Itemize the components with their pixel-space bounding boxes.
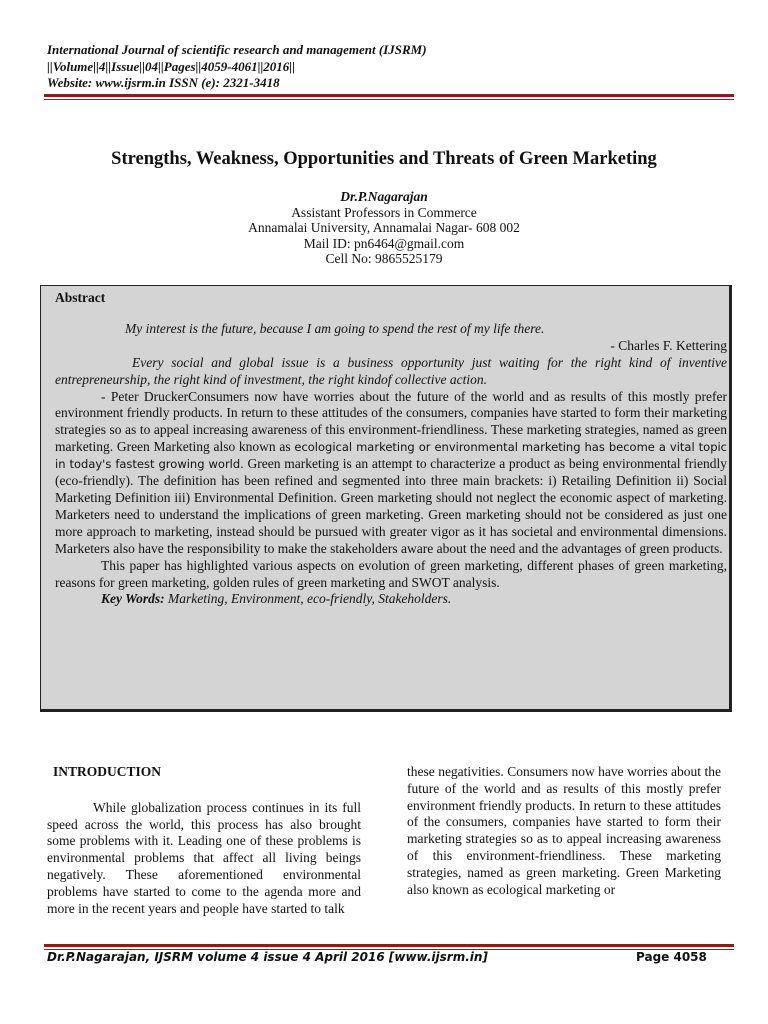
abstract-box xyxy=(40,285,732,712)
author-cell: Cell No: 9865525179 xyxy=(325,251,443,266)
quote-kettering-author: - Charles F. Kettering xyxy=(610,337,727,353)
abstract-text: of this environment-friendliness. These marketing strategies, named as green marketing. Green Marketing also known as xyxy=(55,422,728,455)
paper-title: Strengths, Weakness, Opportunities and Threats of Green Marketing xyxy=(111,149,657,169)
keywords: Marketing, Environment, eco-friendly, Stakeholders. xyxy=(164,591,452,607)
intro-text: these negativities. Consumers now have worries about the future of the world and as results of this mostly prefer environment friendly products. In return to these attitudes of the consumers, companies have started to form their marketing strategies so as to appeal increasing xyxy=(407,764,721,847)
intro-right-column xyxy=(407,764,721,898)
keywords-label: Key Words: xyxy=(101,591,165,607)
header-rule-thick xyxy=(44,94,734,97)
quote-drucker-author: - Peter Drucker xyxy=(101,388,189,404)
abstract-paragraph-1 xyxy=(55,389,727,558)
footer-rule-thick xyxy=(44,944,734,947)
abstract-text: awareness xyxy=(251,422,308,438)
author-block xyxy=(0,189,768,267)
author-institution: Annamalai University, Annamalai Nagar- 608 002 xyxy=(248,220,520,235)
author-mail: Mail ID: pn6464@gmail.com xyxy=(303,235,465,251)
footer-citation: Dr.P.Nagarajan, IJSRM volume 4 issue 4 April 2016 [www.ijsrm.in] xyxy=(47,950,488,964)
abstract-paragraph-2: This paper has highlighted various aspects on evolution of green marketing, different phases of green marketing, reasons for green marketing, golden rules of green marketing and SWOT analysis. xyxy=(55,557,727,590)
intro-left-column xyxy=(47,764,361,917)
intro-text: of this environment-friendliness. These marketing strategies, named as green marketing. Green Marketing also known as ecological marketing or xyxy=(407,847,721,897)
journal-header xyxy=(47,42,427,92)
author-affiliation: Assistant Professors in Commerce xyxy=(291,204,477,220)
abstract-heading: Abstract xyxy=(55,290,106,305)
volume-line: ||Volume||4||Issue||04||Pages||4059-4061||2016|| xyxy=(47,58,296,74)
section-heading-introduction: INTRODUCTION xyxy=(53,764,162,779)
abstract-text: ecological marketing or environmental marketing has become a vital topic in today's fastest growing world. xyxy=(55,440,728,472)
abstract-text: Consumers now have worries about the future of the world and as results of this mostly prefer environment friendly products. In return to these attitudes of the consumers, companies have started to form their marketing strategies so as to appeal increasing xyxy=(55,388,727,438)
header-rule-thin xyxy=(44,99,734,100)
abstract-text: Green marketing is an attempt to characterize a product as being environmental friendly (eco-friendly). The definition has been refined and segmented into three main brackets: i) Retailing Definition ii) Social Marketing Definition iii) Environmental Definition. Green marketing should not neglect the economic aspect of marketing. Marketers need to understand the implications of green marketing. Green marketing should not be considered as just one more approach to marketing, instead should be pursued with greater vigor as it has societal and environmental dimensions. Marketers also have the responsibility to make the stakeholders aware about the need and the advantages of green products. xyxy=(55,456,727,556)
website-line: Website: www.ijsrm.in ISSN (e): 2321-3418 xyxy=(47,75,280,90)
intro-text: awareness xyxy=(665,831,721,847)
quote-drucker: Every social and global issue is a business opportunity just waiting for the right kind of inventive entrepreneurship, the right kind of investment, the right kindof collective action. xyxy=(55,354,727,387)
intro-paragraph: While globalization process continues in its full speed across the world, this process has also brought some problems with it. Leading one of these problems is environmental problems that affect all living beings negatively. These aforementioned environmental problems have started to come to the agenda more and more in the recent years and people have started to talk xyxy=(47,799,361,916)
author-name: Dr.P.Nagarajan xyxy=(340,189,428,204)
keywords-line xyxy=(55,591,727,608)
quote-kettering: My interest is the future, because I am going to spend the rest of my life there. xyxy=(125,320,545,336)
journal-name: International Journal of scientific research and management (IJSRM) xyxy=(47,42,427,57)
page-number: Page 4058 xyxy=(636,950,707,964)
abstract-content xyxy=(55,290,727,608)
